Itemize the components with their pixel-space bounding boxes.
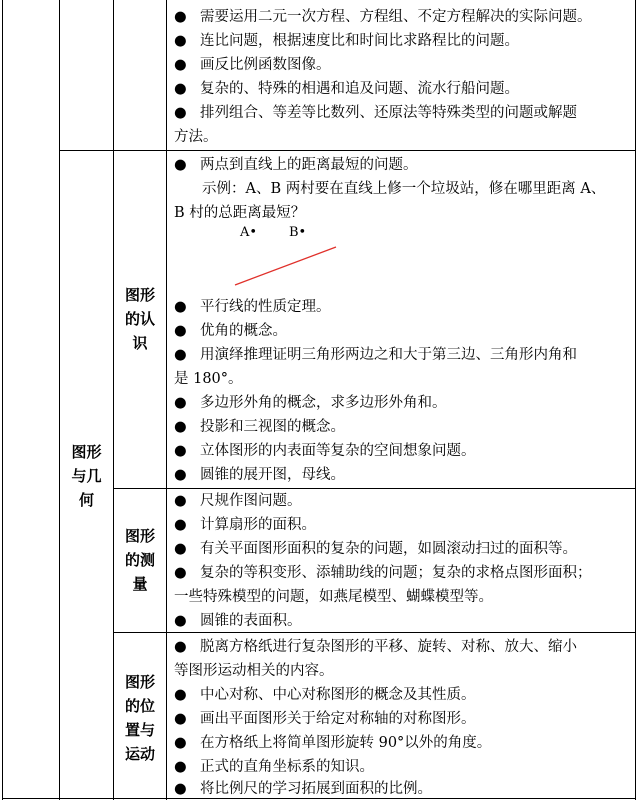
list-item-measurement-1: ● 计算扇形的面积。 bbox=[174, 514, 316, 536]
table-border-left bbox=[2, 0, 3, 800]
list-item-position-0-cont: 等图形运动相关的内容。 bbox=[174, 663, 334, 679]
bullet-icon: ● bbox=[174, 613, 187, 629]
list-item-recognition-5: ● 立体图形的内表面等复杂的空间想象问题。 bbox=[174, 440, 476, 462]
bullet-icon: ● bbox=[174, 105, 187, 121]
list-item-top-3: ● 复杂的、特殊的相遇和追及问题、流水行船问题。 bbox=[174, 78, 519, 100]
bullet-icon: ● bbox=[174, 443, 187, 459]
list-item-measurement-4: ● 圆锥的表面积。 bbox=[174, 610, 302, 632]
straight-line-diagram bbox=[230, 242, 350, 292]
list-item-recognition-3: ● 多边形外角的概念，求多边形外角和。 bbox=[174, 392, 447, 414]
list-item-position-5: ● 将比例尺的学习拓展到面积的比例。 bbox=[174, 778, 432, 800]
category-recognition: 图形 的认 识 bbox=[124, 286, 155, 352]
list-item-top-1: ● 连比问题，根据速度比和时间比求路程比的问题。 bbox=[174, 30, 519, 52]
bullet-icon: ● bbox=[174, 711, 187, 727]
list-item-position-4: ● 正式的直角坐标系的知识。 bbox=[174, 756, 374, 778]
bullet-icon: ● bbox=[174, 299, 187, 315]
list-item-recognition-first: ● 两点到直线上的距离最短的问题。 bbox=[174, 154, 418, 176]
bullet-icon: ● bbox=[174, 57, 187, 73]
table-border-col3 bbox=[166, 0, 167, 800]
straight-line bbox=[235, 247, 336, 285]
example-text-cont: B 村的总距离最短？ bbox=[174, 205, 306, 221]
list-item-recognition-2-cont: 是 180°。 bbox=[174, 371, 243, 387]
row-divider-top-section bbox=[59, 150, 636, 151]
bullet-icon: ● bbox=[174, 157, 187, 173]
list-item-position-2: ● 画出平面图形关于给定对称轴的对称图形。 bbox=[174, 708, 476, 730]
bullet-icon: ● bbox=[174, 639, 187, 655]
list-item-top-4: ● 排列组合、等差等比数列、还原法等特殊类型的问题或解题 bbox=[174, 102, 577, 124]
list-item-measurement-0: ● 尺规作图问题。 bbox=[174, 490, 302, 512]
bullet-icon: ● bbox=[174, 33, 187, 49]
list-item-recognition-0: ● 平行线的性质定理。 bbox=[174, 296, 331, 318]
list-item-top-2: ● 画反比例函数图像。 bbox=[174, 54, 331, 76]
list-item-recognition-1: ● 优角的概念。 bbox=[174, 320, 287, 342]
list-item-position-0: ● 脱离方格纸进行复杂图形的平移、旋转、对称、放大、缩小 bbox=[174, 636, 577, 658]
list-item-measurement-3-cont: 一些特殊模型的问题，如燕尾模型、蝴蝶模型等。 bbox=[174, 589, 493, 605]
table-border-col1 bbox=[59, 0, 60, 800]
bullet-icon: ● bbox=[174, 517, 187, 533]
bullet-icon: ● bbox=[174, 323, 187, 339]
example-text: 示例：A、B 两村要在直线上修一个垃圾站，修在哪里距离 A、 bbox=[202, 181, 606, 197]
bullet-icon: ● bbox=[174, 565, 187, 581]
table-border-right bbox=[635, 0, 636, 800]
bullet-icon: ● bbox=[174, 81, 187, 97]
bullet-icon: ● bbox=[174, 419, 187, 435]
category-measurement: 图形 的测 量 bbox=[124, 527, 155, 593]
bullet-icon: ● bbox=[174, 735, 187, 751]
list-item-recognition-2: ● 用演绎推理证明三角形两边之和大于第三边、三角形内角和 bbox=[174, 344, 577, 366]
list-item-top-0: ● 需要运用二元一次方程、方程组、不定方程解决的实际问题。 bbox=[174, 6, 592, 28]
bullet-icon: ● bbox=[174, 9, 187, 25]
bullet-icon: ● bbox=[174, 347, 187, 363]
point-b-label: B• bbox=[289, 225, 307, 240]
point-a-label: A• bbox=[240, 225, 258, 240]
list-item-position-1: ● 中心对称、中心对称图形的概念及其性质。 bbox=[174, 684, 476, 706]
list-item-top-4-cont: 方法。 bbox=[174, 129, 218, 145]
row-divider-recognition bbox=[113, 488, 636, 489]
bullet-icon: ● bbox=[174, 759, 187, 775]
list-item-recognition-6: ● 圆锥的展开图，母线。 bbox=[174, 464, 345, 486]
list-item-recognition-4: ● 投影和三视图的概念。 bbox=[174, 416, 345, 438]
category-position: 图形 的位 置与 运动 bbox=[124, 673, 155, 763]
bullet-icon: ● bbox=[174, 687, 187, 703]
bullet-icon: ● bbox=[174, 493, 187, 509]
bullet-icon: ● bbox=[174, 781, 187, 797]
category-geometry: 图形 与几 何 bbox=[71, 443, 102, 509]
bullet-icon: ● bbox=[174, 467, 187, 483]
row-divider-measurement bbox=[113, 632, 636, 633]
bullet-icon: ● bbox=[174, 541, 187, 557]
bullet-icon: ● bbox=[174, 395, 187, 411]
list-item-measurement-3: ● 复杂的等积变形、添辅助线的问题；复杂的求格点图形面积； bbox=[174, 562, 592, 584]
list-item-measurement-2: ● 有关平面图形面积的复杂的问题，如圆滚动扫过的面积等。 bbox=[174, 538, 577, 560]
list-item-position-3: ● 在方格纸上将简单图形旋转 90°以外的角度。 bbox=[174, 732, 491, 754]
